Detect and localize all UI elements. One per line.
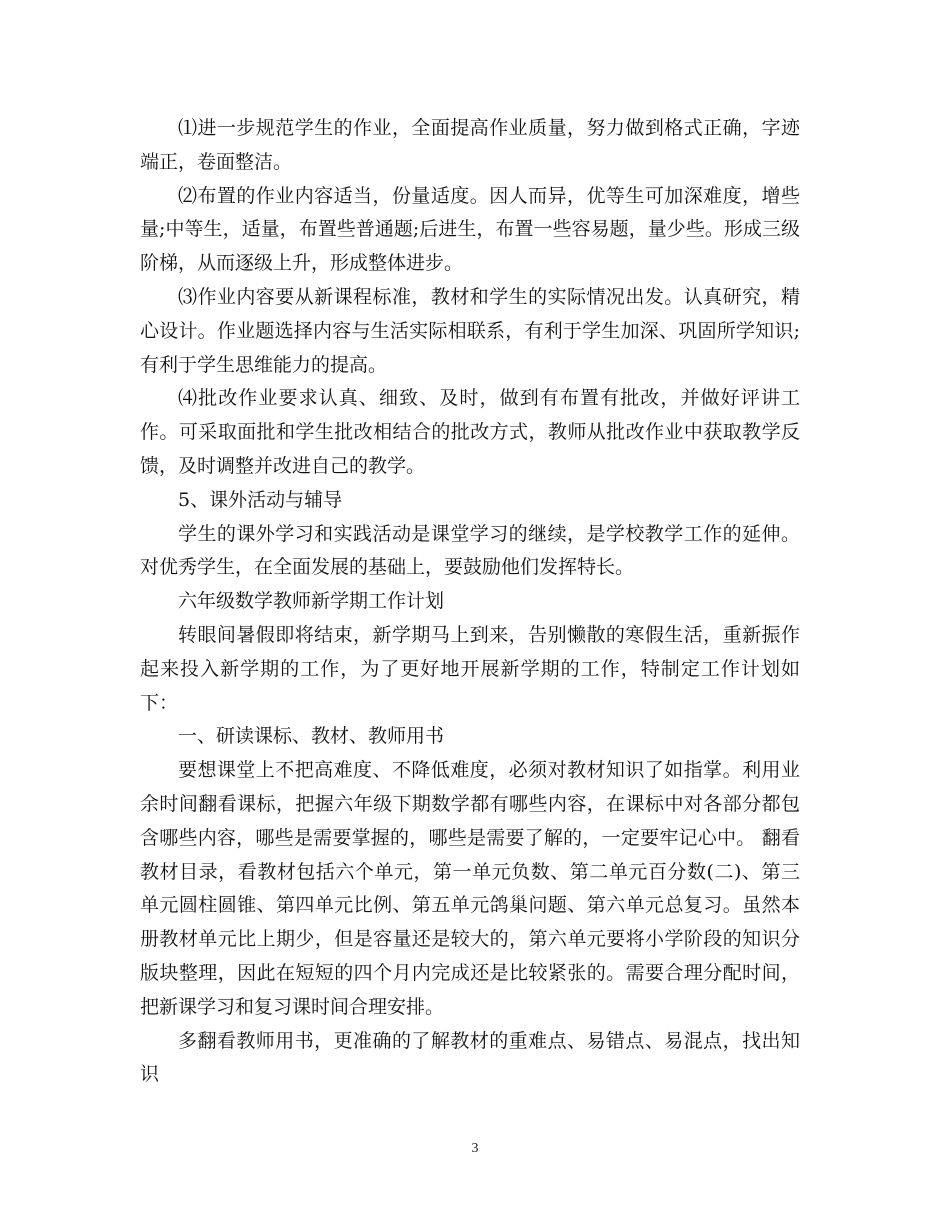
section-heading-study-curriculum: 一、研读课标、教材、教师用书 xyxy=(178,725,445,748)
paragraph-extracurricular: 学生的课外学习和实践活动是课堂学习的继续，是学校教学工作的延伸。对优秀学生，在全面发展的基础上，要鼓励他们发挥特长。 xyxy=(140,522,800,579)
paragraph-homework-amount: ⑵布置的作业内容适当，份量适度。因人而异，优等生可加深难度，增些量;中等生，适量，布置些普通题;后进生，布置一些容易题，量少些。形成三级阶梯，从而逐级上升，形成整体进步。 xyxy=(140,184,800,275)
paragraph-homework-standards: ⑴进一步规范学生的作业，全面提高作业质量，努力做到格式正确，字迹端正，卷面整洁。 xyxy=(140,117,800,173)
paragraph-teacher-book: 多翻看教师用书，更准确的了解教材的重难点、易错点、易混点，找出知识 xyxy=(140,1029,800,1086)
body-text xyxy=(140,112,800,1092)
document-subtitle: 六年级数学教师新学期工作计划 xyxy=(178,590,445,613)
paragraph-curriculum-study: 要想课堂上不把高难度、不降低难度，必须对教材知识了如指掌。利用业余时间翻看课标，把握六年级下期数学都有哪些内容，在课标中对各部分都包含哪些内容，哪些是需要掌握的，哪些是需要了解的，一定要牢记心中。 翻看教材目录，看教材包括六个单元，第一单元负数、第二单元百分数(二)、第三单元圆柱圆锥、第四单元比例、第五单元鸽巢问题、第六单元总复习。虽然本册教材单元比上期少，但是容量还是较大的，第六单元要将小学阶段的知识分版块整理，因此在短短的四个月内完成还是比较紧张的。需要合理分配时间，把新课学习和复习课时间合理安排。 xyxy=(140,759,800,1018)
paragraph-homework-content: ⑶作业内容要从新课程标准，教材和学生的实际情况出发。认真研究，精心设计。作业题选择内容与生活实际相联系，有利于学生加深、巩固所学知识;有利于学生思维能力的提高。 xyxy=(140,285,800,376)
section-heading-extracurricular: 5、课外活动与辅导 xyxy=(178,488,343,511)
page-number: 3 xyxy=(471,1141,479,1156)
paragraph-homework-grading: ⑷批改作业要求认真、细致、及时，做到有布置有批改，并做好评讲工作。可采取面批和学生批改相结合的批改方式，教师从批改作业中获取教学反馈，及时调整并改进自己的教学。 xyxy=(140,387,800,477)
paragraph-intro: 转眼间暑假即将结束，新学期马上到来，告别懒散的寒假生活，重新振作起来投入新学期的工作，为了更好地开展新学期的工作，特制定工作计划如下： xyxy=(140,623,800,714)
